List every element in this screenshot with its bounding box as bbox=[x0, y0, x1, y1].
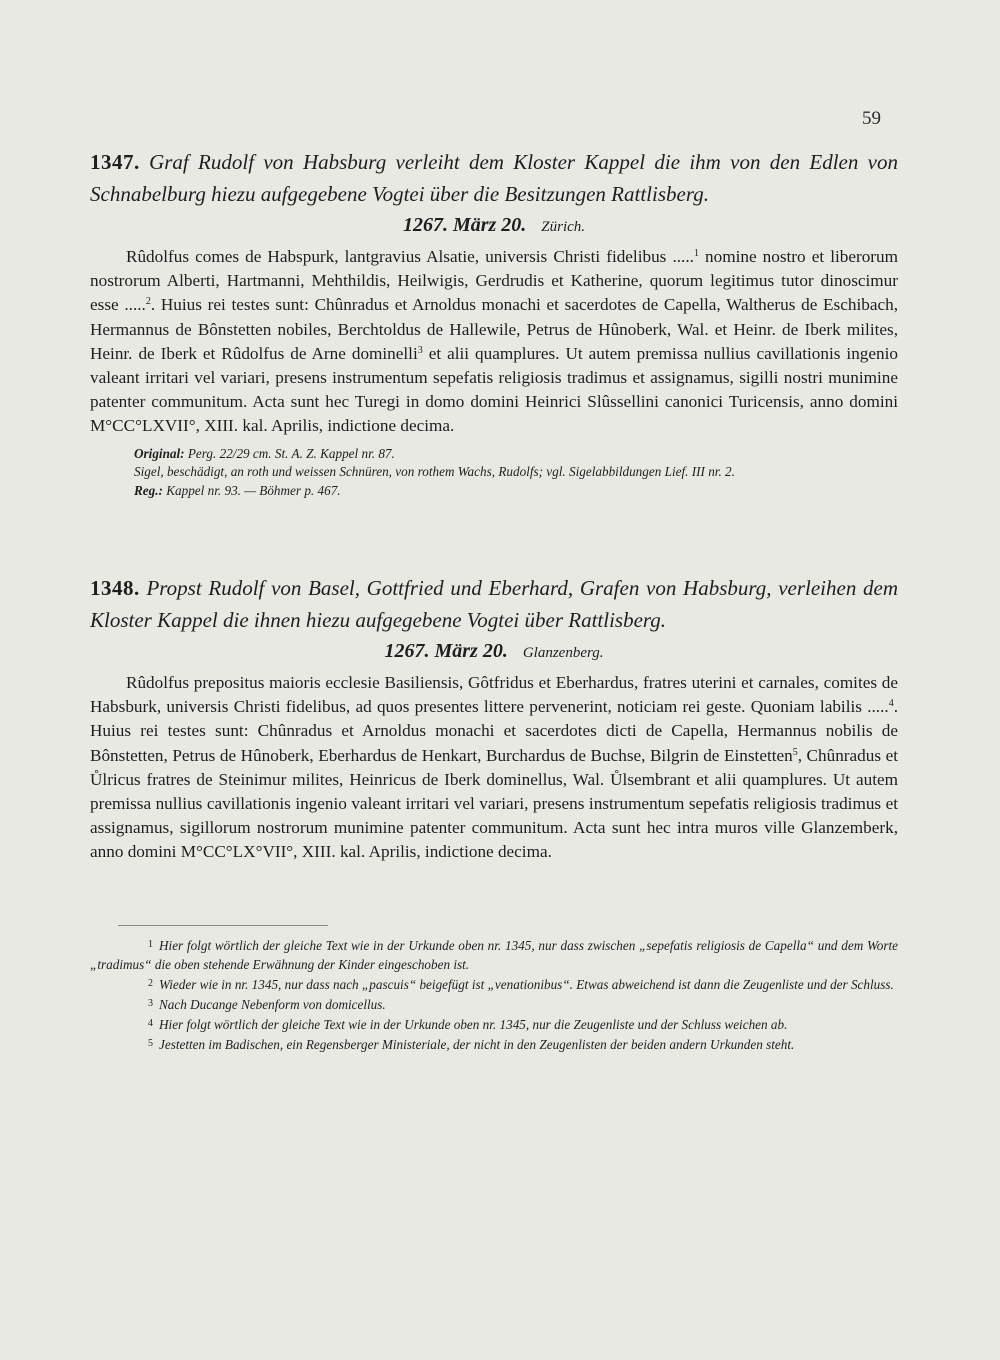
footnote-mark: 2 bbox=[148, 978, 153, 989]
doc1-place: Zürich. bbox=[541, 219, 586, 235]
doc2-date: 1267. März 20. bbox=[384, 640, 508, 662]
footnote-ref-5[interactable]: 5 bbox=[792, 746, 798, 758]
footnote-text: Hier folgt wörtlich der gleiche Text wie in der Urkunde oben nr. 1345, nur dass zwischen „sepefatis religiosis de Capella“ und dem Worte „tradimus“ die oben stehende Erwähnung der Kinder eingeschoben ist. bbox=[90, 938, 898, 972]
doc2-place: Glanzenberg. bbox=[522, 645, 604, 661]
footnote bbox=[90, 935, 898, 974]
doc1-original-line bbox=[90, 445, 898, 464]
footnote-mark: 1 bbox=[148, 939, 153, 950]
footnote bbox=[90, 1034, 898, 1054]
doc2-text-b: . Huius rei testes sunt: Chûnradus et Arnoldus monachi et sacerdotes dicti de Capella, Hermannus nobilis de Bônstetten, Petrus de Hûnoberk, Eberhardus de Henkart, Burchardus de Buchse, Bilgrin de Einstetten bbox=[90, 697, 898, 765]
footnote-text: Nach Ducange Nebenform von domicellus. bbox=[159, 997, 386, 1012]
footnote bbox=[90, 994, 898, 1014]
doc2-dateline bbox=[90, 636, 898, 668]
footnote bbox=[90, 974, 898, 994]
footnote-ref-3[interactable]: 3 bbox=[417, 344, 423, 356]
doc2-text-a: Rûdolfus prepositus maioris ecclesie Basiliensis, Gôtfridus et Eberhardus, fratres uterini et carnales, comites de Habsburk, universis Christi fidelibus, ad quos presentes littere pervenerint, noticiam rei geste. Quoniam labilis ..... bbox=[90, 673, 898, 717]
document-1348 bbox=[90, 572, 898, 865]
footnote-text: Jestetten im Badischen, ein Regensberger Ministeriale, der nicht in den Zeugenlisten der beiden andern Urkunden steht. bbox=[159, 1037, 795, 1052]
doc1-seal-line: Sigel, beschädigt, an roth und weissen Schnüren, von rothem Wachs, Rudolfs; vgl. Sigelabbildungen Lief. III nr. 2. bbox=[134, 464, 735, 480]
doc1-text-c: . Huius rei testes sunt: Chûnradus et Arnoldus monachi et sacerdotes de Capella, Waltherus de Eschibach, Hermannus de Bônstetten nobiles, Berchtoldus de Hallewile, Petrus de Hûnoberk, Wal. et Heinr. de Iberk milites, Heinr. de Iberk et Rûdolfus de Arne dominelli bbox=[90, 295, 898, 363]
footnote-ref-4[interactable]: 4 bbox=[888, 698, 894, 710]
doc2-text-c: , Chûnradus et Ůlricus fratres de Steinimur milites, Heinricus de Iberk dominellus, Wal. Ůlsembrant et alii quamplures. Ut autem premissa nullius cavillationis ingenio valeant irritari vel variari, presens instrumentum sepefatis religiosis tradimus et assignamus, sigillorum nostrorum munimine patenter communitum. Acta sunt hec intra muros ville Glanzemberk, anno domini M°CC°LX°VII°, XIII. kal. Aprilis, indictione decima. bbox=[90, 745, 898, 862]
doc1-text-d: et alii quamplures. Ut autem premissa nullius cavillationis ingenio valeant irritari vel variari, presens instrumentum sepefatis religiosis tradimus et assignamus, sigilli nostri munimine patenter communitum. Acta sunt hec Turegi in domo domini Heinrici Slûssellini canonici Turicensis, anno domini M°CC°LXVII°, XIII. kal. Aprilis, indictione decima. bbox=[90, 343, 898, 436]
doc2-heading bbox=[90, 572, 898, 636]
reg-label: Reg.: bbox=[134, 482, 163, 498]
doc1-number: 1347. bbox=[90, 150, 140, 174]
doc1-reg-line bbox=[90, 482, 898, 501]
footnote-text: Wieder wie in nr. 1345, nur dass nach „pascuis“ beigefügt ist „venationibus“. Etwas abweichend ist dann die Zeugenliste und der Schluss. bbox=[159, 977, 894, 992]
doc1-text-a: Rûdolfus comes de Habspurk, lantgravius Alsatie, universis Christi fidelibus ..... bbox=[126, 247, 694, 266]
reg-text: Kappel nr. 93. — Böhmer p. 467. bbox=[166, 482, 341, 498]
doc1-heading bbox=[90, 146, 898, 210]
footnote-ref-1[interactable]: 1 bbox=[693, 248, 699, 259]
original-label: Original: bbox=[134, 445, 185, 461]
document-1347 bbox=[90, 146, 898, 500]
footnotes bbox=[90, 935, 898, 1054]
doc2-number: 1348. bbox=[90, 576, 140, 600]
doc1-body bbox=[90, 245, 898, 439]
doc1-title: Graf Rudolf von Habsburg verleiht dem Kloster Kappel die ihm von den Edlen von Schnabelburg hiezu aufgegebene Vogtei über die Besitzungen Rattlisberg. bbox=[90, 150, 899, 206]
doc1-text-b: nomine nostro et liberorum nostrorum Alberti, Hartmanni, Mehthildis, Heilwigis, Gerdrudis et Katherine, quorum legitimus tutor dinoscimur esse ..... bbox=[90, 247, 898, 315]
doc1-date: 1267. März 20. bbox=[402, 214, 527, 236]
doc2-title: Propst Rudolf von Basel, Gottfried und Eberhard, Grafen von Habsburg, verleihen dem Kloster Kappel die ihnen hiezu aufgegebene Vogtei über Rattlisberg. bbox=[90, 576, 899, 632]
doc1-apparatus bbox=[90, 445, 898, 501]
footnote-ref-2[interactable]: 2 bbox=[145, 296, 151, 308]
doc1-dateline bbox=[90, 210, 898, 242]
footnote-mark: 4 bbox=[148, 1018, 153, 1029]
footnote-mark: 3 bbox=[148, 998, 153, 1009]
footnote bbox=[90, 1014, 898, 1034]
footnote-mark: 5 bbox=[148, 1038, 153, 1049]
footnote-text: Hier folgt wörtlich der gleiche Text wie in der Urkunde oben nr. 1345, nur die Zeugenliste und der Schluss weichen ab. bbox=[159, 1017, 788, 1032]
footnote-divider bbox=[118, 925, 328, 926]
doc2-body bbox=[90, 671, 898, 865]
original-text: Perg. 22/29 cm. St. A. Z. Kappel nr. 87. bbox=[187, 445, 395, 461]
page-number: 59 bbox=[862, 108, 881, 129]
